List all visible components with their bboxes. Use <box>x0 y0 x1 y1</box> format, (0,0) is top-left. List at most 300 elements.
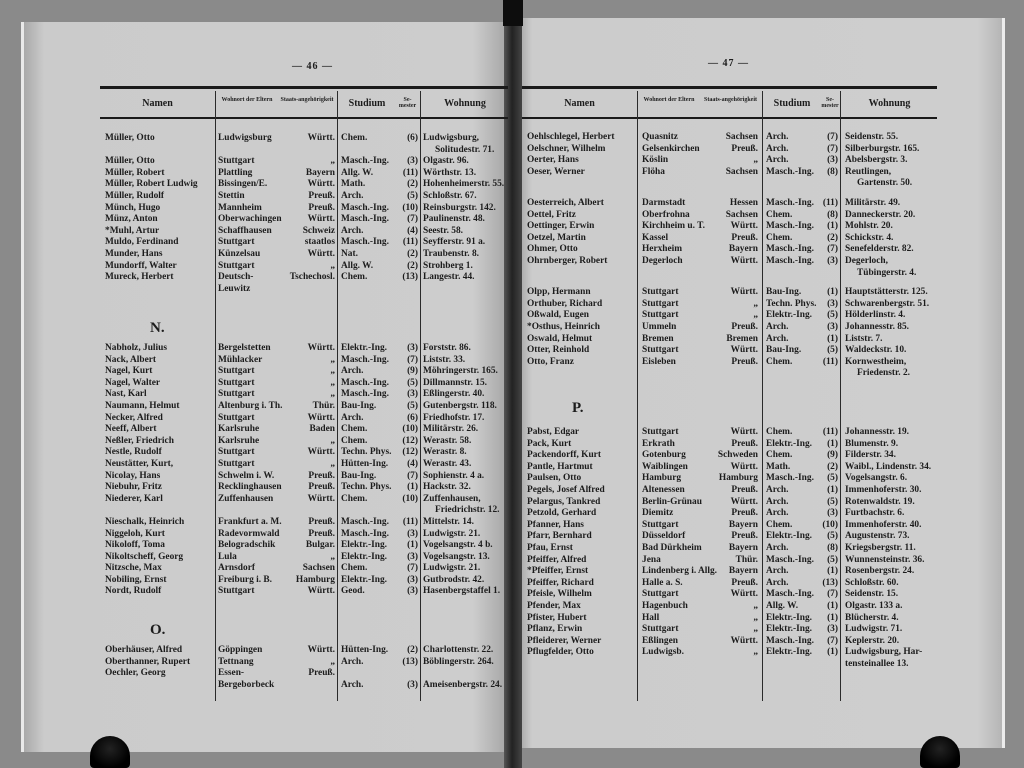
citizenship: „ <box>330 551 335 562</box>
field-of-study: Arch. <box>766 143 789 154</box>
header-study: Studium <box>773 98 811 109</box>
citizenship: Preuß. <box>731 531 758 542</box>
field-of-study: Chem. <box>341 272 368 283</box>
citizenship: Preuß. <box>731 321 758 332</box>
residence-address: Seidenstr. 55. <box>845 132 899 142</box>
parents-residence: Ludwigsburg <box>218 133 272 143</box>
parents-residence: Flöha <box>642 166 665 177</box>
parents-residence: Altenessen <box>642 484 685 495</box>
residence-address: Charlottenstr. 22. <box>423 645 494 655</box>
parents-residence: Degerloch <box>642 255 683 266</box>
semester: (3) <box>407 156 418 167</box>
student-name: Nagel, Walter <box>105 377 161 388</box>
parents-residence: Diemitz <box>642 508 674 519</box>
semester: (11) <box>402 167 418 178</box>
citizenship: Württ. <box>307 179 335 190</box>
field-of-study: Arch. <box>766 333 789 344</box>
section-letter: P. <box>572 400 584 416</box>
entry-continuation-row <box>0 268 1024 280</box>
residence-address: Olgastr. 96. <box>423 156 469 167</box>
semester: (11) <box>822 356 838 367</box>
student-name: Pelargus, Tankred <box>527 496 601 507</box>
semester: (4) <box>407 458 418 469</box>
semester: (4) <box>407 225 418 236</box>
entry-row <box>0 485 1024 497</box>
student-name: Ohrnberger, Robert <box>527 255 608 266</box>
entry-row <box>0 601 1024 613</box>
header-study: Studium <box>348 98 386 109</box>
semester: (7) <box>407 563 418 574</box>
citizenship: „ <box>330 156 335 167</box>
student-name: Oettinger, Erwin <box>527 221 595 232</box>
residence-address: Waldeckstr. 10. <box>845 345 907 356</box>
student-name: Muldo, Ferdinand <box>105 237 179 248</box>
entry-row <box>0 132 1024 144</box>
citizenship: Württ. <box>730 345 758 356</box>
citizenship: Hessen <box>729 197 758 208</box>
citizenship: Schweden <box>717 450 758 461</box>
residence-address: Dillmannstr. 15. <box>423 377 487 388</box>
student-name: Oettel, Fritz <box>527 209 576 220</box>
field-of-study: Arch. <box>766 155 789 166</box>
residence-address: Wunnensteinstr. 36. <box>845 554 925 565</box>
parents-residence: Deutsch- <box>218 272 254 283</box>
citizenship: „ <box>753 155 758 166</box>
parents-residence: Hagenbuch <box>642 600 688 611</box>
citizenship: Bayern <box>728 244 758 255</box>
student-name: Nitzsche, Max <box>105 563 162 574</box>
semester: (7) <box>827 589 838 600</box>
residence-address: Schwarenbergstr. 51. <box>845 298 930 309</box>
student-name: Müller, Otto <box>105 133 155 143</box>
field-of-study: Elektr.-Ing. <box>766 624 813 635</box>
header-origin: Wohnort der Eltern <box>221 97 273 103</box>
semester: (5) <box>827 496 838 507</box>
residence-address: Strohberg 1. <box>423 260 473 271</box>
residence-address: Reutlingen, <box>845 166 892 177</box>
field-of-study: Masch.-Ing. <box>341 528 389 539</box>
parents-residence: Göppingen <box>218 645 263 655</box>
residence-address: Ludwigsburg, Har- <box>845 647 923 658</box>
field-of-study: Chem. <box>341 424 368 435</box>
field-of-study: Arch. <box>766 321 789 332</box>
student-name: Pflanz, Erwin <box>527 624 583 635</box>
page-number: — 47 — <box>708 58 749 69</box>
student-name: Oberhäuser, Alfred <box>105 645 183 655</box>
residence-address: Militärstr. 26. <box>423 424 479 435</box>
citizenship: Bayern <box>728 542 758 553</box>
field-of-study: Bau-Ing. <box>341 470 377 481</box>
field-of-study: Masch.-Ing. <box>766 166 814 177</box>
book-clip-right <box>920 736 960 768</box>
entry-row <box>0 167 1024 179</box>
field-of-study: Chem. <box>341 133 368 143</box>
field-of-study: Arch. <box>766 577 789 588</box>
parents-residence: Radevormwald <box>218 528 280 539</box>
entry-row <box>0 334 1024 346</box>
field-of-study: Chem. <box>341 563 368 574</box>
residence-address: Hölderlinstr. 4. <box>845 310 906 321</box>
parents-residence: Essen- <box>218 668 245 679</box>
section-letter: O. <box>150 622 166 638</box>
entry-row <box>0 497 1024 509</box>
citizenship: Hamburg <box>718 473 758 484</box>
semester: (10) <box>402 493 418 504</box>
residence-address: Kornwestheim, <box>845 356 907 367</box>
residence-address: Immenhoferstr. 30. <box>845 484 922 495</box>
parents-residence: Schaffhausen <box>218 225 272 236</box>
entry-row <box>0 310 1024 322</box>
semester: (2) <box>827 461 838 472</box>
entry-row <box>0 555 1024 567</box>
semester: (2) <box>407 260 418 271</box>
residence-address: Zuffenhausen, <box>423 493 481 504</box>
parents-residence: Stuttgart <box>642 345 679 356</box>
header-semester: Se-mester <box>398 97 417 109</box>
field-of-study: Allg. W. <box>341 167 374 178</box>
field-of-study: Masch.-Ing. <box>341 237 389 248</box>
entry-row <box>0 322 1024 334</box>
parents-residence: Gelsenkirchen <box>642 143 700 154</box>
citizenship: Preuß. <box>731 356 758 367</box>
student-name: Neßler, Friedrich <box>105 435 174 446</box>
student-name: Paulsen, Otto <box>527 473 582 484</box>
residence-address: Hasenbergstaffel 1. <box>423 586 501 597</box>
residence-address: Werastr. 8. <box>423 447 467 458</box>
entry-list <box>0 427 1024 678</box>
citizenship: Württ. <box>307 493 335 504</box>
semester: (11) <box>822 197 838 208</box>
residence-address: Paulinenstr. 48. <box>423 214 485 225</box>
semester: (7) <box>827 132 838 142</box>
semester: (7) <box>407 354 418 365</box>
field-of-study: Masch.-Ing. <box>766 255 814 266</box>
field-of-study: Chem. <box>766 427 793 437</box>
field-of-study: Arch. <box>766 484 789 495</box>
semester: (3) <box>827 255 838 266</box>
student-name: Oehlschlegel, Herbert <box>527 132 615 142</box>
student-name: Oßwald, Eugen <box>527 310 589 321</box>
citizenship: Baden <box>309 424 335 435</box>
citizenship: „ <box>330 656 335 667</box>
field-of-study: Geod. <box>341 586 365 597</box>
parents-residence: Zuffenhausen <box>218 493 274 504</box>
citizenship: Preuß. <box>308 668 335 679</box>
citizenship: Bulgar. <box>305 540 335 551</box>
residence-address: Friedrichstr. 12. <box>435 505 500 516</box>
semester: (13) <box>402 656 418 667</box>
field-of-study: Masch.-Ing. <box>341 354 389 365</box>
entry-row <box>0 345 1024 357</box>
student-name: Pabst, Edgar <box>527 427 580 437</box>
residence-address: Schickstr. 4. <box>845 232 894 243</box>
student-name: Niebuhr, Fritz <box>105 482 162 493</box>
entry-row <box>0 427 1024 439</box>
semester: (11) <box>402 237 418 248</box>
field-of-study: Elektr.-Ing. <box>766 612 813 623</box>
citizenship: Sachsen <box>725 166 758 177</box>
citizenship: Württ. <box>307 133 335 143</box>
citizenship: Preuß. <box>731 438 758 449</box>
semester: (7) <box>407 470 418 481</box>
parents-residence: Stuttgart <box>218 260 255 271</box>
residence-address: Johannesstr. 85. <box>845 321 909 332</box>
student-name: Müller, Robert Ludwig <box>105 179 198 190</box>
entry-row <box>0 566 1024 578</box>
student-name: Nack, Albert <box>105 354 157 365</box>
semester: (5) <box>827 531 838 542</box>
citizenship: Bayern <box>728 566 758 577</box>
student-name: *Osthus, Heinrich <box>527 321 600 332</box>
parents-residence: Stuttgart <box>218 237 255 248</box>
header-name: Namen <box>564 98 595 109</box>
residence-address: Tübingerstr. 4. <box>857 267 917 278</box>
citizenship: „ <box>330 260 335 271</box>
residence-address: Mittelstr. 14. <box>423 516 474 527</box>
semester: (1) <box>827 566 838 577</box>
parents-residence: Stuttgart <box>642 298 679 309</box>
citizenship: Schweiz <box>302 225 335 236</box>
citizenship: „ <box>753 624 758 635</box>
parents-residence: Stuttgart <box>218 377 255 388</box>
semester: (3) <box>407 586 418 597</box>
field-of-study: Techn. Phys. <box>341 447 392 458</box>
entry-row <box>0 508 1024 520</box>
residence-address: Ludwigsburg, <box>423 133 480 143</box>
parents-residence: Stuttgart <box>642 427 679 437</box>
student-name: Pfleiderer, Werner <box>527 635 602 646</box>
semester: (7) <box>407 214 418 225</box>
residence-address: Hackstr. 32. <box>423 482 471 493</box>
semester: (13) <box>402 272 418 283</box>
parents-residence: Oberwachingen <box>218 214 282 225</box>
field-of-study: Elektr.-Ing. <box>766 438 813 449</box>
field-of-study: Math. <box>766 461 791 472</box>
semester: (8) <box>827 542 838 553</box>
entry-row <box>0 233 1024 245</box>
residence-address: Mohlstr. 20. <box>845 221 893 232</box>
book-gutter-shadow <box>503 0 523 26</box>
entry-row <box>0 680 1024 692</box>
semester: (9) <box>407 366 418 377</box>
book-clip-left <box>90 736 130 768</box>
student-name: Nikoloff, Toma <box>105 540 165 551</box>
residence-address: Traubenstr. 8. <box>423 248 479 259</box>
parents-residence: Freiburg i. B. <box>218 574 272 585</box>
semester: (10) <box>402 424 418 435</box>
field-of-study: Nat. <box>341 248 358 259</box>
student-name: Niggeloh, Kurt <box>105 528 165 539</box>
residence-address: Hauptstätterstr. 125. <box>845 287 928 298</box>
parents-residence: Bergeborbeck <box>218 679 275 690</box>
parents-residence: Herxheim <box>642 244 683 255</box>
field-of-study: Elektr.-Ing. <box>341 343 388 353</box>
residence-address: Eßlingerstr. 40. <box>423 389 485 400</box>
parents-residence: Stuttgart <box>642 589 679 600</box>
entry-row <box>0 647 1024 659</box>
semester: (1) <box>827 438 838 449</box>
student-name: Münz, Anton <box>105 214 158 225</box>
semester: (3) <box>827 508 838 519</box>
student-name: Nicolay, Hans <box>105 470 161 481</box>
student-name: Naumann, Helmut <box>105 400 180 411</box>
residence-address: Wörthstr. 13. <box>423 167 477 178</box>
semester: (3) <box>827 624 838 635</box>
citizenship: Preuß. <box>731 577 758 588</box>
residence-address: Filderstr. 34. <box>845 450 896 461</box>
header-semester: Se-mester <box>821 97 839 109</box>
residence-address: Langestr. 44. <box>423 272 475 283</box>
student-name: Nobiling, Ernst <box>105 574 167 585</box>
parents-residence: Ludwigsb. <box>642 647 684 658</box>
student-name: Pfister, Hubert <box>527 612 587 623</box>
residence-address: Seidenstr. 15. <box>845 589 899 600</box>
entry-continuation-row <box>0 368 1024 380</box>
semester: (11) <box>402 516 418 527</box>
entry-row <box>0 543 1024 555</box>
field-of-study: Arch. <box>766 566 789 577</box>
parents-residence: Halle a. S. <box>642 577 683 588</box>
field-of-study: Math. <box>341 179 366 190</box>
student-name: Pfarr, Bernhard <box>527 531 592 542</box>
field-of-study: Arch. <box>766 132 789 142</box>
parents-residence: Lindenberg i. Allg. <box>642 566 718 577</box>
residence-address: Silberburgstr. 165. <box>845 143 920 154</box>
student-name: Orthuber, Richard <box>527 298 603 309</box>
residence-address: Waibl., Lindenstr. 34. <box>845 461 932 472</box>
citizenship: „ <box>753 298 758 309</box>
parents-residence: Eßlingen <box>642 635 678 646</box>
parents-residence: Erkrath <box>642 438 675 449</box>
parents-residence: Eisleben <box>642 356 676 367</box>
semester: (1) <box>827 600 838 611</box>
citizenship: „ <box>330 366 335 377</box>
residence-address: Militärstr. 49. <box>845 197 901 208</box>
residence-address: Immenhoferstr. 40. <box>845 519 922 530</box>
parents-residence: Altenburg i. Th. <box>218 400 283 411</box>
residence-address: Liststr. 7. <box>845 333 883 344</box>
parents-residence: Tettnang <box>218 656 254 667</box>
parents-residence: Belogradschik <box>218 540 276 551</box>
entry-row <box>0 439 1024 451</box>
field-of-study: Bau-Ing. <box>341 400 377 411</box>
citizenship: Preuß. <box>308 190 335 201</box>
entry-continuation-row <box>0 178 1024 190</box>
citizenship: Württ. <box>730 589 758 600</box>
student-name: Pantle, Hartmut <box>527 461 593 472</box>
student-name: Neustätter, Kurt, <box>105 458 174 469</box>
student-name: Otter, Reinhold <box>527 345 590 356</box>
residence-address: Solitudestr. 71. <box>435 144 495 155</box>
field-of-study: Masch.-Ing. <box>341 377 389 388</box>
parents-residence: Bad Dürkheim <box>642 542 702 553</box>
student-name: Pack, Kurt <box>527 438 572 449</box>
student-name: Niederer, Karl <box>105 493 163 504</box>
semester: (2) <box>827 232 838 243</box>
residence-address: Forststr. 86. <box>423 343 471 353</box>
citizenship: Württ. <box>730 427 758 437</box>
residence-address: Böblingerstr. 264. <box>423 656 494 667</box>
residence-address: Liststr. 33. <box>423 354 466 365</box>
field-of-study: Arch. <box>341 656 364 667</box>
semester: (1) <box>827 484 838 495</box>
semester: (5) <box>827 473 838 484</box>
field-of-study: Masch.-Ing. <box>766 635 814 646</box>
field-of-study: Hütten-Ing. <box>341 458 389 469</box>
student-name: Oelschner, Wilhelm <box>527 143 606 154</box>
parents-residence: Stuttgart <box>642 624 679 635</box>
semester: (3) <box>827 155 838 166</box>
student-name: Nagel, Kurt <box>105 366 153 377</box>
citizenship: Preuß. <box>308 516 335 527</box>
citizenship: Preuß. <box>731 143 758 154</box>
citizenship: Sachsen <box>725 132 758 142</box>
header-state: Staats-angehörigkeit <box>280 97 334 103</box>
student-name: Müller, Rudolf <box>105 190 165 201</box>
field-of-study: Chem. <box>341 493 368 504</box>
residence-address: Augustenstr. 73. <box>845 531 910 542</box>
semester: (2) <box>407 645 418 655</box>
citizenship: Preuß. <box>308 528 335 539</box>
parents-residence: Mannheim <box>218 202 262 213</box>
parents-residence: Bissingen/E. <box>218 179 268 190</box>
semester: (5) <box>407 377 418 388</box>
field-of-study: Elektr.-Ing. <box>341 551 388 562</box>
semester: (8) <box>827 209 838 220</box>
citizenship: Württ. <box>730 287 758 298</box>
citizenship: Bayern <box>728 519 758 530</box>
semester: (3) <box>827 321 838 332</box>
parents-residence: Oberfrohna <box>642 209 690 220</box>
residence-address: Reinsburgstr. 142. <box>423 202 496 213</box>
entry-row <box>0 589 1024 601</box>
page-number: — 46 — <box>292 61 333 72</box>
parents-residence: Recklinghausen <box>218 482 282 493</box>
citizenship: „ <box>753 600 758 611</box>
field-of-study: Masch.-Ing. <box>766 589 814 600</box>
student-name: Munder, Hans <box>105 248 163 259</box>
parents-residence: Gotenburg <box>642 450 686 461</box>
field-of-study: Arch. <box>341 366 364 377</box>
parents-residence: Jena <box>642 554 661 565</box>
field-of-study: Chem. <box>341 435 368 446</box>
residence-address: Blumenstr. 9. <box>845 438 899 449</box>
parents-residence: Stuttgart <box>218 458 255 469</box>
field-of-study: Masch.-Ing. <box>341 156 389 167</box>
parents-residence: Stuttgart <box>218 366 255 377</box>
semester: (7) <box>827 635 838 646</box>
field-of-study: Arch. <box>341 190 364 201</box>
parents-residence: Stuttgart <box>218 156 255 167</box>
citizenship: Württ. <box>730 635 758 646</box>
student-name: Pfender, Max <box>527 600 581 611</box>
student-name: *Pfeiffer, Ernst <box>527 566 589 577</box>
residence-address: Werastr. 43. <box>423 458 472 469</box>
citizenship: „ <box>330 435 335 446</box>
parents-residence: Quasnitz <box>642 132 678 142</box>
semester: (3) <box>407 679 418 690</box>
field-of-study: Arch. <box>341 679 364 690</box>
parents-residence: Bremen <box>642 333 674 344</box>
header-bottom-rule <box>100 117 508 119</box>
residence-address: Danneckerstr. 20. <box>845 209 916 220</box>
student-name: Nabholz, Julius <box>105 343 167 353</box>
parents-residence: Leuwitz <box>218 283 251 294</box>
citizenship: „ <box>753 647 758 658</box>
residence-address: tensteinallee 13. <box>845 658 909 669</box>
residence-address: Hohenheimerstr. 55. <box>423 179 505 190</box>
parents-residence: Berlin-Grünau <box>642 496 702 507</box>
